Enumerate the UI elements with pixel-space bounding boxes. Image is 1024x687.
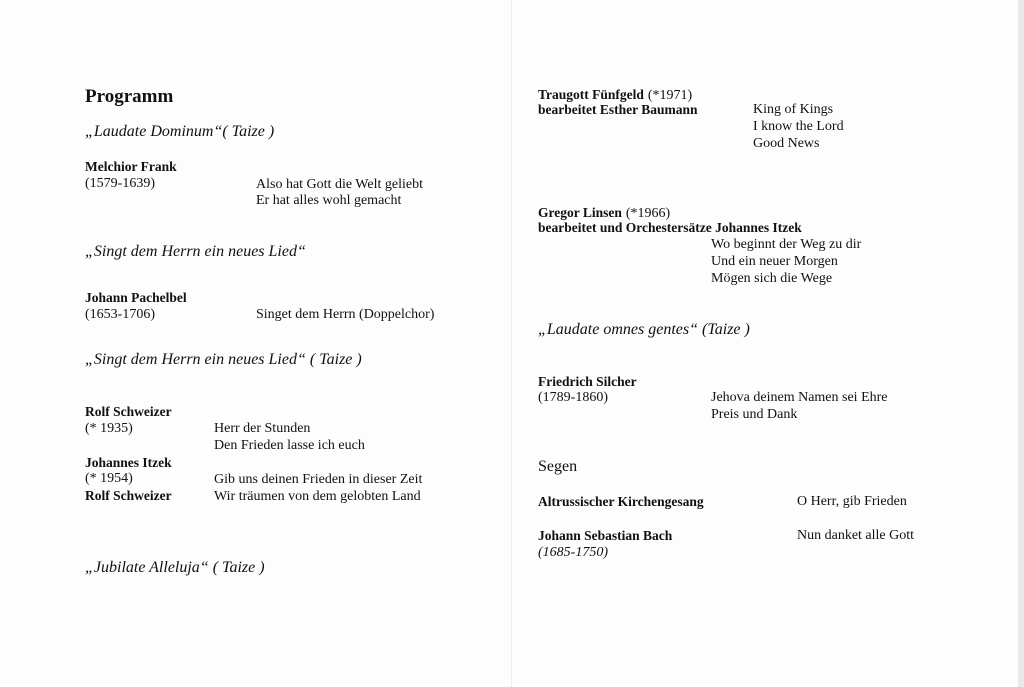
composer-year: (*1971): [647, 88, 693, 103]
work-title: Wir träumen von dem gelobten Land: [214, 489, 421, 504]
work-title: Singet dem Herrn (Doppelchor): [256, 307, 435, 322]
composer-years: (1653-1706): [85, 307, 155, 322]
section-singt-dem-herrn-taize: „Singt dem Herrn ein neues Lied“ ( Taize ): [85, 351, 362, 368]
work-title: King of Kings: [753, 102, 834, 117]
composer-name: Traugott Fünfgeld: [538, 87, 644, 102]
composer-name: Altrussischer Kirchengesang: [538, 494, 704, 509]
work-title: Und ein neuer Morgen: [711, 254, 838, 269]
arranger: bearbeitet Esther Baumann: [538, 102, 698, 117]
work-title: Mögen sich die Wege: [711, 271, 833, 286]
work-title: Good News: [753, 136, 820, 151]
work-title: Nun danket alle Gott: [797, 528, 915, 543]
composer-name: Melchior Frank: [85, 159, 177, 174]
composer-year: (*1966): [625, 206, 671, 221]
composer-name: Friedrich Silcher: [538, 374, 637, 389]
page-title: Programm: [85, 86, 174, 107]
work-title: Also hat Gott die Welt geliebt: [256, 177, 423, 192]
work-title: Den Frieden lasse ich euch: [214, 438, 365, 453]
section-singt-dem-herrn: „Singt dem Herrn ein neues Lied“: [85, 243, 306, 260]
section-laudate-dominum: „Laudate Dominum“( Taize ): [85, 123, 275, 140]
work-title: Er hat alles wohl gemacht: [256, 193, 402, 208]
composer-years: (* 1935): [85, 421, 133, 436]
work-title: O Herr, gib Frieden: [797, 494, 907, 509]
composer-name: Gregor Linsen: [538, 205, 622, 220]
composer-years: (1579-1639): [85, 176, 155, 191]
composer-years: (1789-1860): [538, 390, 608, 405]
composer-name: Rolf Schweizer: [85, 404, 172, 419]
composer-years: (1685-1750): [538, 545, 608, 560]
arranger: bearbeitet und Orchestersätze Johannes Itzek: [538, 220, 802, 235]
work-title: Wo beginnt der Weg zu dir: [711, 237, 862, 252]
work-title: Gib uns deinen Frieden in dieser Zeit: [214, 472, 423, 487]
section-jubilate: „Jubilate Alleluja“ ( Taize ): [85, 559, 265, 576]
composer-name: Johannes Itzek: [85, 455, 172, 470]
page-fold: [511, 0, 512, 687]
section-segen: Segen: [538, 458, 578, 475]
composer-name: Johann Sebastian Bach: [538, 528, 673, 543]
section-laudate-omnes: „Laudate omnes gentes“ (Taize ): [538, 321, 750, 338]
composer-name: Johann Pachelbel: [85, 290, 187, 305]
work-title: Preis und Dank: [711, 407, 798, 422]
page-edge: [1018, 0, 1024, 687]
work-title: Herr der Stunden: [214, 421, 311, 436]
work-title: Jehova deinem Namen sei Ehre: [711, 390, 888, 405]
composer-name: Rolf Schweizer: [85, 488, 172, 503]
work-title: I know the Lord: [753, 119, 844, 134]
composer-years: (* 1954): [85, 471, 133, 486]
